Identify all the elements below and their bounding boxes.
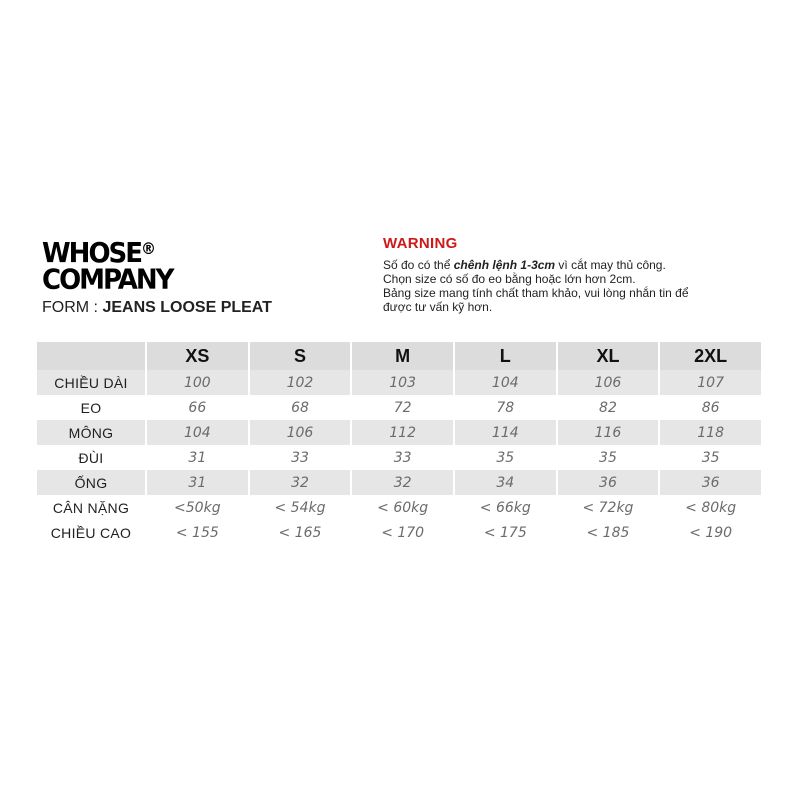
table-cell: < 60kg (352, 495, 455, 520)
table-cell: < 54kg (250, 495, 353, 520)
table-cell: 78 (455, 395, 558, 420)
warning-line-4: được tư vấn kỹ hơn. (383, 300, 493, 314)
size-header-m: M (352, 342, 455, 370)
table-cell: 34 (455, 470, 558, 495)
table-cell: < 165 (250, 520, 353, 545)
row-label: CHIỀU DÀI (37, 370, 147, 395)
table-cell: 102 (250, 370, 353, 395)
table-cell: 116 (558, 420, 661, 445)
row-label: CHIỀU CAO (37, 520, 147, 545)
warning-line-1-post: vì cắt may thủ công. (555, 258, 666, 272)
size-header-xl: XL (558, 342, 661, 370)
registered-mark: ® (141, 239, 157, 259)
table-cell: 100 (147, 370, 250, 395)
table-cell: <50kg (147, 495, 250, 520)
table-row-mong (37, 420, 763, 445)
table-cell: < 175 (455, 520, 558, 545)
table-cell: 86 (660, 395, 763, 420)
table-cell: 33 (250, 445, 353, 470)
size-header-row (37, 342, 763, 370)
size-table (37, 342, 763, 545)
table-cell: 36 (558, 470, 661, 495)
table-cell: 66 (147, 395, 250, 420)
form-type (42, 299, 272, 317)
table-cell: 31 (147, 445, 250, 470)
header-corner (37, 342, 147, 370)
form-name: JEANS LOOSE PLEAT (102, 299, 272, 316)
table-cell: < 185 (558, 520, 661, 545)
table-row-ong (37, 470, 763, 495)
table-cell: < 72kg (558, 495, 661, 520)
table-cell: 35 (455, 445, 558, 470)
table-cell: 72 (352, 395, 455, 420)
warning-title: WARNING (383, 235, 458, 252)
warning-text (383, 258, 773, 314)
table-row-eo (37, 395, 763, 420)
warning-line-1-pre: Số đo có thể (383, 258, 454, 272)
table-cell: 104 (147, 420, 250, 445)
table-cell: 106 (558, 370, 661, 395)
warning-line-1 (383, 258, 773, 272)
form-label: FORM : (42, 299, 103, 316)
row-label: ỐNG (37, 470, 147, 495)
table-cell: 31 (147, 470, 250, 495)
table-cell: 36 (660, 470, 763, 495)
table-cell: 112 (352, 420, 455, 445)
table-cell: 68 (250, 395, 353, 420)
table-cell: 118 (660, 420, 763, 445)
size-header-xs: XS (147, 342, 250, 370)
table-row-dui (37, 445, 763, 470)
size-header-l: L (455, 342, 558, 370)
table-cell: 107 (660, 370, 763, 395)
table-cell: < 80kg (660, 495, 763, 520)
table-cell: 32 (250, 470, 353, 495)
table-cell: 35 (660, 445, 763, 470)
table-cell: < 155 (147, 520, 250, 545)
warning-line-2: Chọn size có số đo eo bằng hoặc lớn hơn 2cm. (383, 272, 636, 286)
table-cell: < 66kg (455, 495, 558, 520)
table-cell: < 170 (352, 520, 455, 545)
warning-box (383, 235, 773, 314)
table-row-can-nang (37, 495, 763, 520)
table-cell: 106 (250, 420, 353, 445)
table-cell: 35 (558, 445, 661, 470)
brand-logo (42, 236, 172, 294)
row-label: CÂN NẶNG (37, 495, 147, 520)
brand-line-2: COMPANY (42, 264, 173, 296)
warning-line-3: Bảng size mang tính chất tham khảo, vui lòng nhắn tin để (383, 286, 689, 300)
size-header-s: S (250, 342, 353, 370)
warning-highlight: chênh lệnh 1-3cm (453, 258, 556, 272)
row-label: ĐÙI (37, 445, 147, 470)
table-row-chieu-dai (37, 370, 763, 395)
brand-line-1 (42, 236, 172, 268)
table-cell: 82 (558, 395, 661, 420)
table-cell: 104 (455, 370, 558, 395)
table-cell: 103 (352, 370, 455, 395)
table-cell: 114 (455, 420, 558, 445)
size-header-2xl: 2XL (660, 342, 763, 370)
table-cell: 33 (352, 445, 455, 470)
brand-word-whose: WHOSE (42, 238, 142, 270)
table-cell: 32 (352, 470, 455, 495)
row-label: MÔNG (37, 420, 147, 445)
table-cell: < 190 (660, 520, 763, 545)
row-label: EO (37, 395, 147, 420)
table-row-chieu-cao (37, 520, 763, 545)
